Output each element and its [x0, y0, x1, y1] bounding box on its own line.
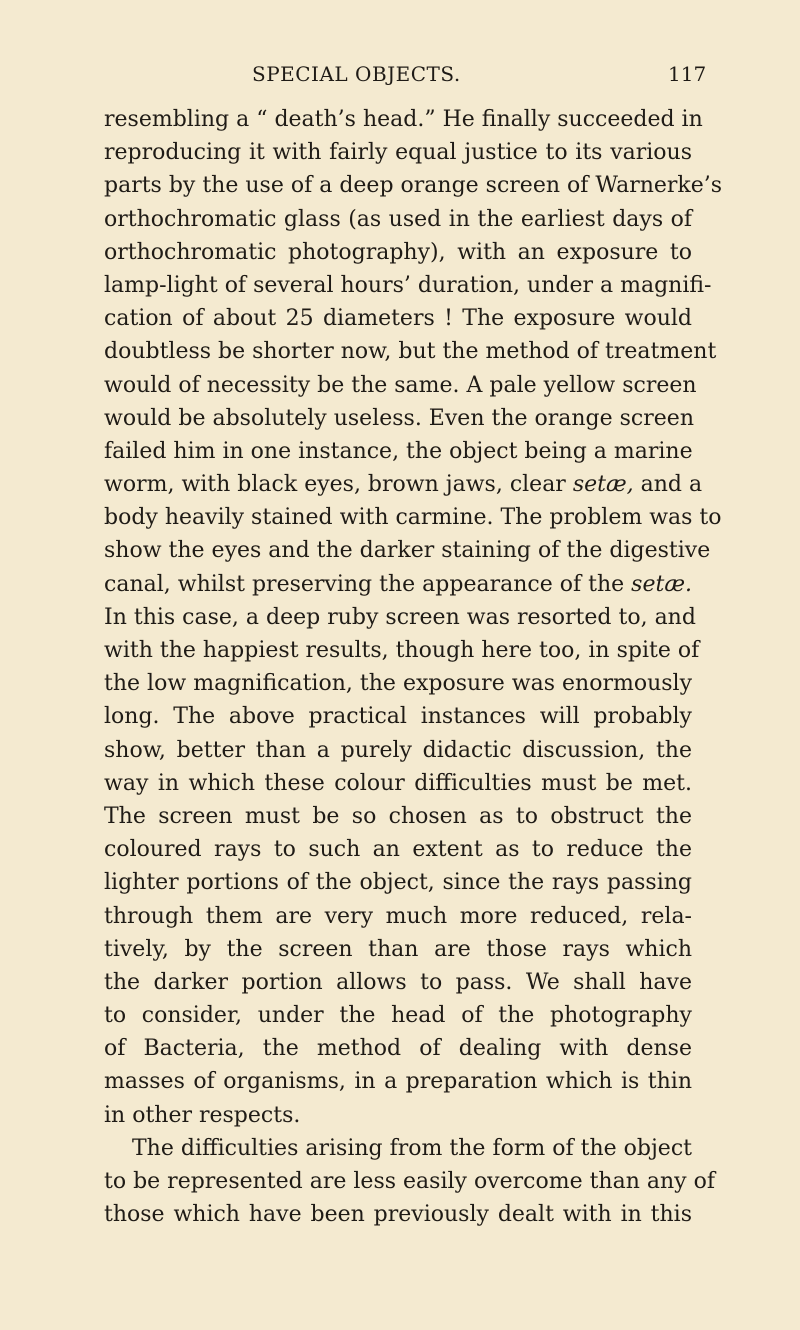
text-line-6: lamp-light of several hours’ duration, under a magnifi-: [104, 272, 712, 298]
text-line-28: to consider, under the head of the photography: [104, 1003, 692, 1029]
text-line-16: In this case, a deep ruby screen was resorted to, and: [104, 604, 696, 630]
text-line-13: body heavily stained with carmine. The problem was to: [104, 505, 722, 531]
text-line-31: in other respects.: [104, 1102, 301, 1128]
text-line-26: tively, by the screen than are those rays which: [104, 936, 692, 962]
text-line-2: reproducing it with fairly equal justice to its various: [104, 140, 692, 166]
text-line-18: the low magnification, the exposure was enormously: [104, 671, 692, 697]
page-number: 117: [668, 62, 707, 86]
text-line-5: orthochromatic photography), with an exposure to: [104, 239, 692, 265]
text-line-33: to be represented are less easily overcome than any of: [104, 1169, 715, 1194]
text-line-15: [104, 568, 692, 601]
text-line-24: lighter portions of the object, since the rays passing: [104, 870, 692, 896]
running-title: SPECIAL OBJECTS.: [252, 62, 461, 86]
text-line-22: The screen must be so chosen as to obstruct the: [104, 803, 692, 829]
line-12-text-after: and a: [633, 472, 703, 498]
text-line-21: way in which these colour difficulties must be met.: [104, 770, 692, 796]
text-line-8: doubtless be shorter now, but the method of treatment: [104, 339, 717, 365]
text-line-1: resembling a “ death’s head.” He finally succeeded in: [104, 107, 703, 132]
text-line-27: the darker portion allows to pass. We shall have: [104, 969, 692, 995]
text-line-9: would of necessity be the same. A pale yellow screen: [104, 372, 697, 398]
text-line-20: show, better than a purely didactic discussion, the: [104, 737, 692, 763]
paragraph-2: [104, 1132, 715, 1232]
text-line-3: parts by the use of a deep orange screen of Warnerke’s: [104, 173, 723, 199]
text-line-30: masses of organisms, in a preparation which is thin: [104, 1069, 692, 1095]
running-head: [0, 60, 800, 88]
text-line-7: cation of about 25 diameters ! The exposure would: [104, 306, 692, 332]
text-line-4: orthochromatic glass (as used in the earliest days of: [104, 206, 692, 232]
text-line-10: would be absolutely useless. Even the orange screen: [104, 405, 694, 431]
text-line-12: [104, 468, 703, 501]
line-12-italic-term: setæ,: [572, 472, 634, 498]
text-line-19: long. The above practical instances will probably: [104, 704, 692, 730]
line-15-italic-term: setæ.: [631, 571, 692, 597]
text-line-29: of Bacteria, the method of dealing with dense: [104, 1036, 692, 1062]
body-text: [104, 103, 723, 1231]
line-12-text-before: worm, with black eyes, brown jaws, clear: [104, 472, 573, 498]
text-line-11: failed him in one instance, the object being a marine: [104, 438, 693, 464]
text-line-32: The difficulties arising from the form of the object: [132, 1135, 692, 1161]
text-line-17: with the happiest results, though here too, in spite of: [104, 638, 700, 663]
paragraph-1: [104, 103, 723, 1132]
text-line-34: those which have been previously dealt with in this: [104, 1202, 692, 1228]
text-line-14: show the eyes and the darker staining of the digestive: [104, 538, 711, 564]
text-line-23: coloured rays to such an extent as to reduce the: [104, 837, 692, 863]
line-15-text-before: canal, whilst preserving the appearance of the: [104, 571, 632, 597]
text-line-25: through them are very much more reduced, rela-: [104, 903, 692, 929]
